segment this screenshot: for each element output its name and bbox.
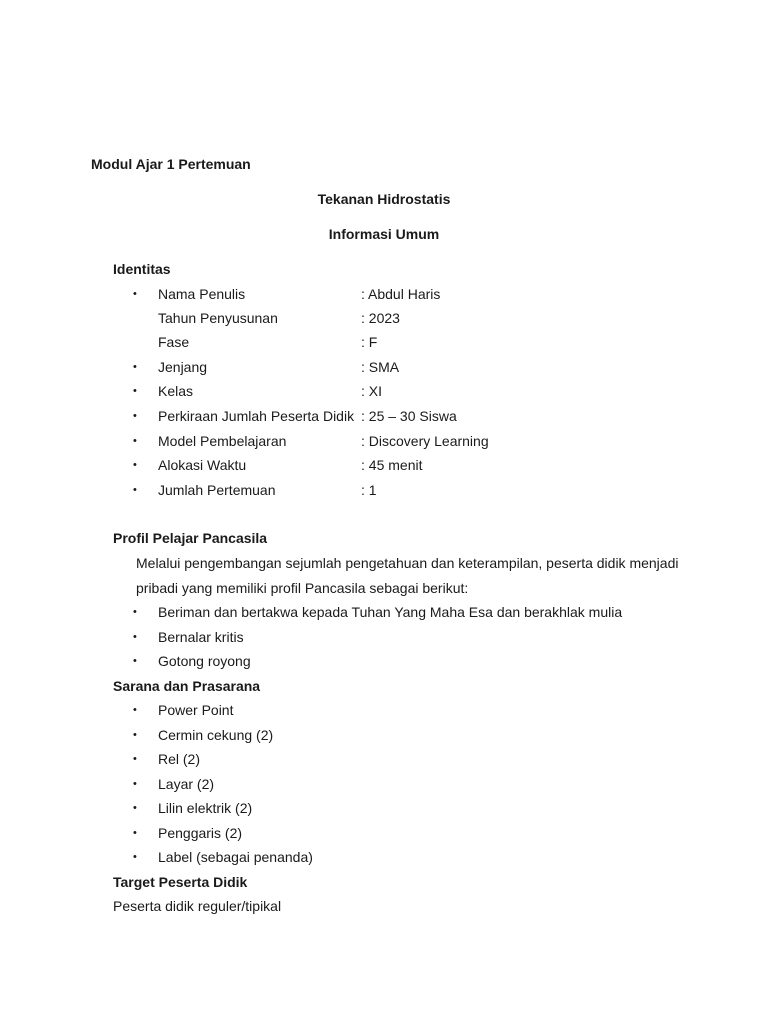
identitas-value: : Discovery Learning (361, 433, 489, 449)
profil-item: Gotong royong (158, 653, 251, 669)
bullet-icon: • (133, 827, 137, 839)
sarana-heading: Sarana dan Prasarana (113, 678, 261, 694)
module-title: Modul Ajar 1 Pertemuan (91, 156, 251, 172)
bullet-icon: • (133, 459, 137, 471)
bullet-icon: • (133, 778, 137, 790)
target-text: Peserta didik reguler/tipikal (113, 898, 282, 914)
sarana-item: Rel (2) (158, 751, 201, 767)
bullet-icon: • (133, 385, 137, 397)
identitas-label: Tahun Penyusunan (158, 310, 278, 326)
identitas-value: : 25 – 30 Siswa (361, 408, 457, 424)
bullet-icon: • (133, 435, 137, 447)
identitas-label: Model Pembelajaran (158, 433, 287, 449)
bullet-icon: • (133, 606, 137, 618)
profil-paragraph-line-2: pribadi yang memiliki profil Pancasila sebagai berikut: (136, 580, 469, 596)
identitas-value: : 45 menit (361, 457, 423, 473)
identitas-value: : 1 (361, 482, 377, 498)
identitas-heading: Identitas (113, 261, 171, 277)
target-heading: Target Peserta Didik (113, 874, 248, 890)
sarana-item: Lilin elektrik (2) (158, 800, 253, 816)
sarana-item: Layar (2) (158, 776, 215, 792)
bullet-icon: • (133, 851, 137, 863)
identitas-label: Nama Penulis (158, 286, 246, 302)
bullet-icon: • (133, 729, 137, 741)
identitas-label: Fase (158, 334, 190, 350)
topic-title: Tekanan Hidrostatis (317, 191, 451, 207)
bullet-icon: • (133, 288, 137, 300)
identitas-label: Perkiraan Jumlah Peserta Didik (158, 408, 355, 424)
bullet-icon: • (133, 410, 137, 422)
identitas-value: : Abdul Haris (361, 286, 441, 302)
identitas-value: : 2023 (361, 310, 400, 326)
bullet-icon: • (133, 484, 137, 496)
bullet-icon: • (133, 631, 137, 643)
bullet-icon: • (133, 802, 137, 814)
identitas-label: Alokasi Waktu (158, 457, 247, 473)
profil-paragraph-line-1: Melalui pengembangan sejumlah pengetahuan dan keterampilan, peserta didik menjadi (136, 555, 679, 571)
sarana-item: Cermin cekung (2) (158, 727, 274, 743)
bullet-icon: • (133, 655, 137, 667)
identitas-label: Kelas (158, 383, 194, 399)
identitas-value: : F (361, 334, 378, 350)
identitas-label: Jenjang (158, 359, 208, 375)
sarana-item: Power Point (158, 702, 234, 718)
identitas-value: : SMA (361, 359, 400, 375)
bullet-icon: • (133, 753, 137, 765)
section-title: Informasi Umum (328, 226, 440, 242)
profil-item: Beriman dan bertakwa kepada Tuhan Yang Maha Esa dan berakhlak mulia (158, 604, 623, 620)
sarana-item: Label (sebagai penanda) (158, 849, 313, 865)
identitas-value: : XI (361, 383, 383, 399)
sarana-item: Penggaris (2) (158, 825, 243, 841)
profil-heading: Profil Pelajar Pancasila (113, 530, 268, 546)
bullet-icon: • (133, 361, 137, 373)
bullet-icon: • (133, 704, 137, 716)
profil-item: Bernalar kritis (158, 629, 244, 645)
identitas-label: Jumlah Pertemuan (158, 482, 276, 498)
